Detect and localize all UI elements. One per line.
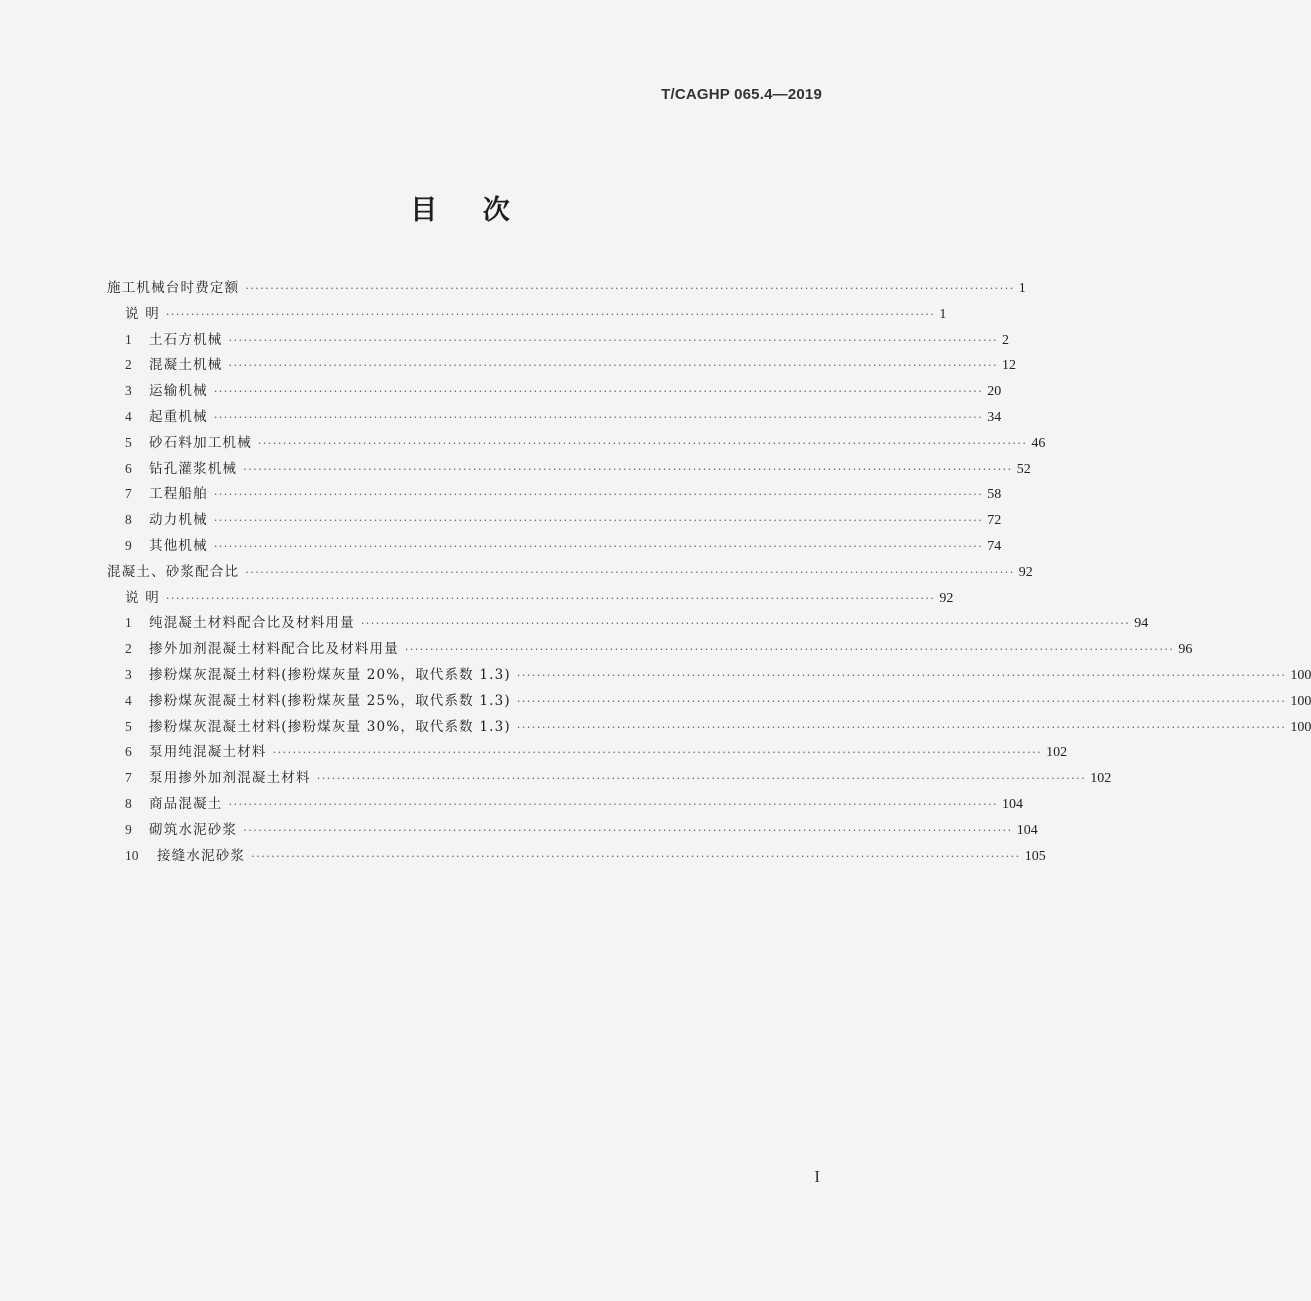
toc-entry-number: 4 [125, 408, 132, 424]
toc-entry[interactable] [107, 457, 1031, 483]
page-title: 目 次 [410, 195, 510, 226]
toc-entry-page: 105 [1024, 848, 1046, 864]
dot-leader: ·························································································································································· [213, 410, 984, 424]
dot-leader: ·························································································································································· [165, 307, 936, 321]
toc-entry-number: 5 [125, 718, 132, 734]
toc-entry-page: 100 [1290, 719, 1311, 735]
toc-entry[interactable] [107, 508, 1002, 534]
toc-entry-number: 8 [125, 795, 132, 811]
toc-entry-number: 6 [125, 744, 132, 760]
toc-entry-number: 9 [125, 537, 132, 553]
dot-leader: ·························································································································································· [316, 772, 1087, 786]
dot-leader: ·························································································································································· [516, 668, 1287, 682]
toc-entry[interactable] [107, 663, 1311, 689]
toc-entry[interactable] [107, 328, 1009, 354]
toc-entry-page: 1 [939, 306, 947, 322]
toc-entry-label: 工程船舶 [149, 486, 208, 503]
toc-entry-label: 接缝水泥砂浆 [157, 847, 246, 864]
toc-entry-page: 104 [1001, 796, 1023, 812]
document-code: T/CAGHP 065.4—2019 [661, 86, 822, 103]
toc-entry-label: 商品混凝土 [149, 795, 223, 812]
toc-entry[interactable] [107, 353, 1016, 379]
toc-entry-label: 土石方机械 [149, 331, 223, 348]
dot-leader: ·························································································································································· [213, 488, 984, 502]
toc-entry-page: 52 [1016, 461, 1031, 477]
toc-entry[interactable] [107, 792, 1023, 818]
toc-entry-label: 混凝土、砂浆配合比 [107, 563, 240, 580]
toc-entry-page: 104 [1016, 822, 1038, 838]
dot-leader: ·························································································································································· [243, 823, 1013, 837]
dot-leader: ·························································································································································· [272, 746, 1043, 760]
toc-entry-number: 4 [125, 692, 132, 708]
dot-leader: ·························································································································································· [165, 591, 936, 605]
toc-entry-label: 起重机械 [149, 408, 208, 425]
toc-entry-page: 46 [1031, 435, 1046, 451]
dot-leader: ·························································································································································· [228, 797, 998, 811]
toc-entry-number: 7 [125, 486, 132, 502]
dot-leader: ·························································································································································· [245, 282, 1015, 295]
toc-entry-label: 运输机械 [149, 383, 208, 400]
toc-entry[interactable] [107, 560, 1033, 586]
toc-entry-number: 9 [125, 821, 132, 837]
toc-entry-page: 100 [1290, 667, 1311, 683]
toc-entry-page: 92 [1018, 564, 1033, 580]
dot-leader: ·························································································································································· [516, 720, 1287, 734]
toc-entry-label: 掺粉煤灰混凝土材料(掺粉煤灰量 20%，取代系数 1.3) [149, 666, 511, 683]
toc-entry-page: 74 [987, 538, 1002, 554]
toc-entry[interactable] [107, 844, 1046, 870]
toc-entry-number: 6 [125, 460, 132, 476]
toc-entry[interactable] [107, 766, 1112, 792]
dot-leader: ·························································································································································· [257, 436, 1028, 450]
toc-entry-label: 泵用掺外加剂混凝土材料 [149, 770, 311, 787]
table-of-contents [107, 276, 1311, 869]
toc-entry[interactable] [107, 818, 1038, 844]
toc-entry-page: 34 [987, 409, 1002, 425]
toc-entry-label: 泵用纯混凝土材料 [149, 744, 267, 761]
toc-entry-number: 8 [125, 512, 132, 528]
toc-entry-label: 说 明 [125, 305, 160, 322]
toc-entry-label: 动力机械 [149, 512, 208, 529]
dot-leader: ·························································································································································· [213, 385, 984, 399]
dot-leader: ·························································································································································· [213, 539, 984, 553]
toc-entry-number: 2 [125, 357, 132, 373]
dot-leader: ·························································································································································· [228, 333, 998, 347]
toc-entry-number: 3 [125, 666, 132, 682]
toc-entry-label: 掺粉煤灰混凝土材料(掺粉煤灰量 25%，取代系数 1.3) [149, 692, 511, 709]
toc-entry-label: 钻孔灌浆机械 [149, 460, 238, 477]
toc-entry[interactable] [107, 379, 1002, 405]
toc-entry-page: 2 [1001, 332, 1009, 348]
dot-leader: ·························································································································································· [213, 514, 984, 528]
toc-entry-page: 100 [1290, 693, 1311, 709]
toc-entry[interactable] [107, 482, 1002, 508]
toc-entry[interactable] [107, 586, 954, 612]
toc-entry-page: 92 [939, 590, 954, 606]
toc-entry[interactable] [107, 276, 1026, 302]
dot-leader: ·························································································································································· [360, 617, 1131, 631]
toc-entry-label: 纯混凝土材料配合比及材料用量 [149, 615, 355, 632]
toc-entry[interactable] [107, 740, 1068, 766]
toc-entry-page: 102 [1090, 771, 1112, 787]
toc-entry[interactable] [107, 302, 947, 328]
dot-leader: ·························································································································································· [245, 565, 1015, 579]
toc-entry-page: 72 [987, 513, 1002, 529]
toc-entry-page: 12 [1001, 358, 1016, 374]
dot-leader: ·························································································································································· [251, 849, 1021, 863]
toc-entry[interactable] [107, 534, 1002, 560]
toc-entry[interactable] [107, 637, 1193, 663]
page-number-roman: I [814, 1167, 820, 1186]
toc-entry[interactable] [107, 715, 1311, 741]
toc-entry[interactable] [107, 405, 1002, 431]
toc-entry-number: 1 [125, 615, 132, 631]
toc-entry[interactable] [107, 431, 1046, 457]
toc-entry-label: 混凝土机械 [149, 357, 223, 374]
toc-entry-number: 3 [125, 383, 132, 399]
toc-entry-label: 砂石料加工机械 [149, 434, 252, 451]
dot-leader: ·························································································································································· [404, 643, 1175, 657]
toc-entry-label: 施工机械台时费定额 [107, 280, 240, 296]
toc-entry-number: 10 [125, 847, 139, 863]
dot-leader: ·························································································································································· [516, 694, 1287, 708]
toc-entry-page: 1 [1018, 281, 1026, 296]
toc-entry-number: 2 [125, 641, 132, 657]
toc-entry-number: 5 [125, 434, 132, 450]
toc-entry-page: 20 [987, 384, 1002, 400]
toc-entry-page: 102 [1046, 745, 1068, 761]
toc-entry-page: 94 [1134, 616, 1149, 632]
toc-entry-label: 掺外加剂混凝土材料配合比及材料用量 [149, 641, 399, 658]
dot-leader: ·························································································································································· [228, 359, 998, 373]
toc-entry-label: 其他机械 [149, 537, 208, 554]
toc-entry-page: 58 [987, 487, 1002, 503]
toc-entry[interactable] [107, 611, 1149, 637]
dot-leader: ·························································································································································· [243, 462, 1013, 476]
toc-entry-label: 说 明 [125, 589, 160, 606]
toc-entry[interactable] [107, 689, 1311, 715]
toc-entry-label: 砌筑水泥砂浆 [149, 821, 238, 838]
toc-entry-number: 1 [125, 331, 132, 347]
toc-entry-number: 7 [125, 770, 132, 786]
toc-entry-page: 96 [1178, 642, 1193, 658]
toc-entry-label: 掺粉煤灰混凝土材料(掺粉煤灰量 30%，取代系数 1.3) [149, 718, 511, 735]
